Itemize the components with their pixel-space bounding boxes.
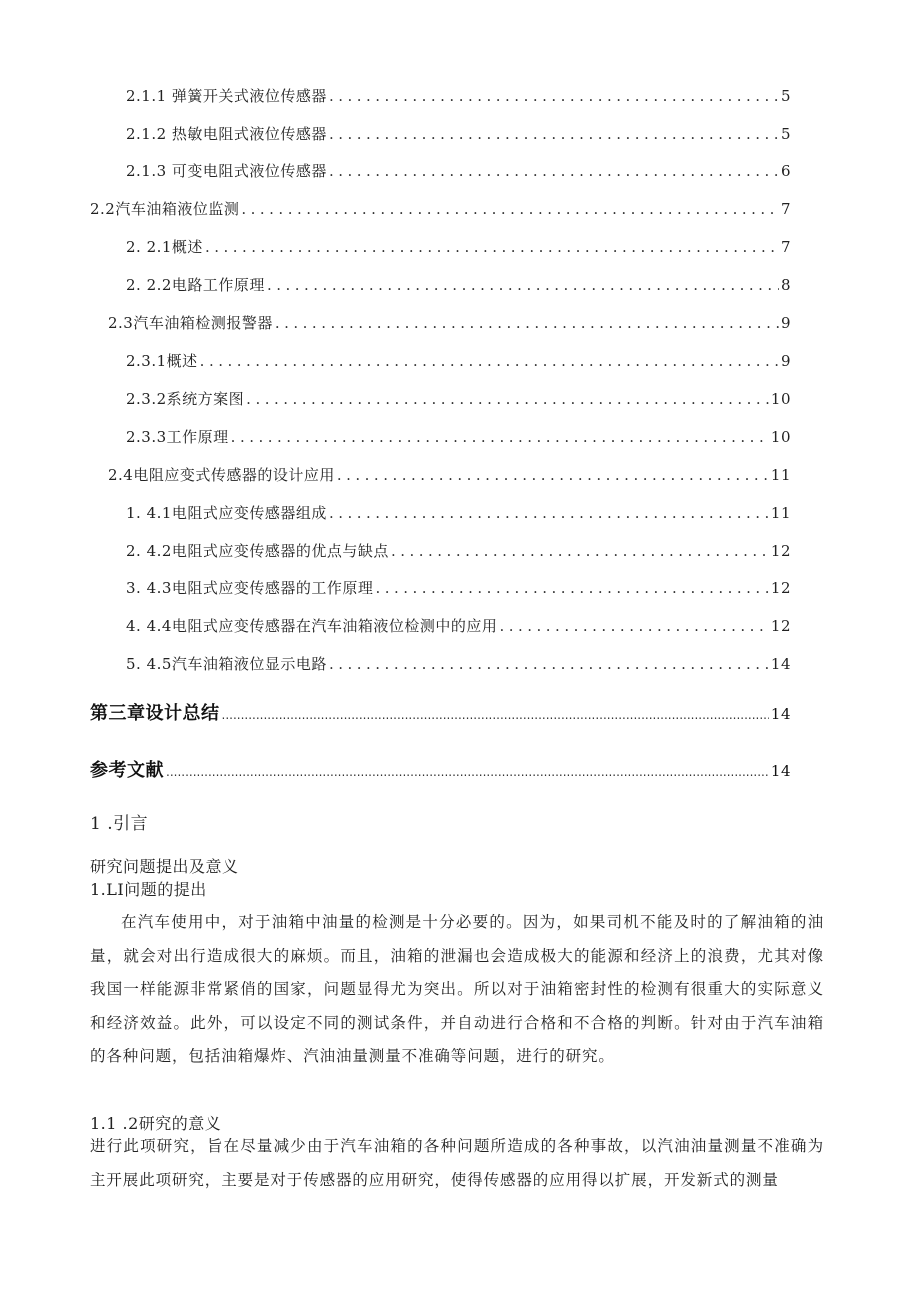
toc-entry-label: 2.2汽车油箱液位监测 [90,200,240,218]
toc-entry-label: 2.3汽车油箱检测报警器 [108,314,273,332]
toc-entry-page: 6 [780,162,791,180]
toc-leader-dots [231,427,769,447]
toc-entry-page: 11 [770,504,791,522]
toc-chapter-label: 参考文献 [90,760,164,781]
toc-leader-dots [375,578,768,598]
toc-entry[interactable] [126,389,791,409]
toc-entry[interactable] [126,351,791,371]
toc-chapter-entry[interactable] [90,702,791,727]
toc-entry-label: 5. 4.5汽车油箱液位显示电路 [126,655,327,673]
toc-entry-page: 5 [780,125,791,143]
toc-entry-page: 12 [770,579,791,597]
toc-entry-label: 2.1.2 热敏电阻式液位传感器 [126,125,327,143]
sub-heading-problem: 1.LI问题的提出 [90,880,207,899]
toc-leader-dots [499,616,768,636]
toc-entry-page: 11 [770,466,791,484]
toc-entry-label: 2.3.1概述 [126,352,198,370]
toc-entry[interactable] [108,465,791,485]
toc-leader-dots [329,86,779,106]
toc-entry[interactable] [126,541,791,561]
section-title: 1 .引言 [90,814,149,834]
toc-entry[interactable] [126,161,791,181]
toc-leader-dots [267,275,779,295]
toc-chapter-entry[interactable] [90,759,791,784]
toc-leader-dots [275,313,779,333]
toc-leader-dots [337,465,769,485]
toc-entry-label: 2.3.3工作原理 [126,428,229,446]
toc-entry[interactable] [126,237,791,257]
toc-entry-label: 2.4电阻应变式传感器的设计应用 [108,466,335,484]
toc-entry[interactable] [126,654,791,674]
toc-entry[interactable] [126,275,791,295]
toc-entry-label: 2.3.2系统方案图 [126,390,245,408]
toc-entry[interactable] [126,86,791,106]
toc-entry-page: 9 [780,352,791,370]
toc-entry[interactable] [90,199,791,219]
paragraph-problem: 在汽车使用中，对于油箱中油量的检测是十分必要的。因为，如果司机不能及时的了解油箱的油量，就会对出行造成很大的麻烦。而且，油箱的泄漏也会造成极大的能源和经济上的浪费，尤其对像我国一样能源非常紧俏的国家，问题显得尤为突出。所以对于油箱密封性的检测有很重大的实际意义和经济效益。此外，可以设定不同的测试条件，并自动进行合格和不合格的判断。针对由于汽车油箱的各种问题，包括油箱爆炸、汽油油量测量不准确等问题，进行的研究。 [90,913,824,1065]
toc-leader-dots [205,237,779,257]
toc-leader-dots [391,541,769,561]
toc-leader-dots [329,161,779,181]
toc-chapter-label: 第三章设计总结 [90,703,220,724]
toc-entry-label: 4. 4.4电阻式应变传感器在汽车油箱液位检测中的应用 [126,617,498,635]
toc-entry-label: 2. 4.2电阻式应变传感器的优点与缺点 [126,542,389,560]
toc-entry-page: 14 [770,655,791,673]
toc-entry-page: 12 [770,542,791,560]
toc-leader-dots [200,351,779,371]
toc-leader-dots [246,389,769,409]
sub-heading-significance: 1.1 .2研究的意义 [90,1114,222,1133]
toc-entry-page: 12 [770,617,791,635]
toc-chapter-page: 14 [770,705,791,723]
section-subtitle: 研究问题提出及意义 [90,857,239,876]
toc-entry[interactable] [126,427,791,447]
toc-entry-page: 5 [780,87,791,105]
toc-entry[interactable] [108,313,791,333]
toc-leader-dots [329,503,769,523]
toc-leader-dots [222,703,769,727]
toc-leader-dots [329,654,769,674]
toc-entry[interactable] [126,503,791,523]
toc-entry-page: 10 [770,390,791,408]
toc-entry[interactable] [126,578,791,598]
toc-entry-label: 1. 4.1电阻式应变传感器组成 [126,504,327,522]
toc-leader-dots [241,199,779,219]
toc-entry-page: 10 [770,428,791,446]
toc-entry[interactable] [126,124,791,144]
toc-entry-label: 3. 4.3电阻式应变传感器的工作原理 [126,579,374,597]
toc-entry-page: 8 [780,276,791,294]
toc-entry-page: 7 [780,238,791,256]
paragraph-significance: 进行此项研究，旨在尽量减少由于汽车油箱的各种问题所造成的各种事故，以汽油油量测量不准确为主开展此项研究，主要是对于传感器的应用研究，使得传感器的应用得以扩展，开发新式的测量 [90,1137,824,1189]
toc-leader-dots [166,760,769,784]
toc-entry-label: 2.1.3 可变电阻式液位传感器 [126,162,327,180]
toc-entry-label: 2.1.1 弹簧开关式液位传感器 [126,87,327,105]
toc-entry-label: 2. 2.2电路工作原理 [126,276,265,294]
toc-entry-label: 2. 2.1概述 [126,238,203,256]
toc-leader-dots [329,124,779,144]
toc-chapter-page: 14 [770,762,791,780]
toc-entry-page: 7 [780,200,791,218]
toc-entry-page: 9 [780,314,791,332]
toc-entry[interactable] [126,616,791,636]
